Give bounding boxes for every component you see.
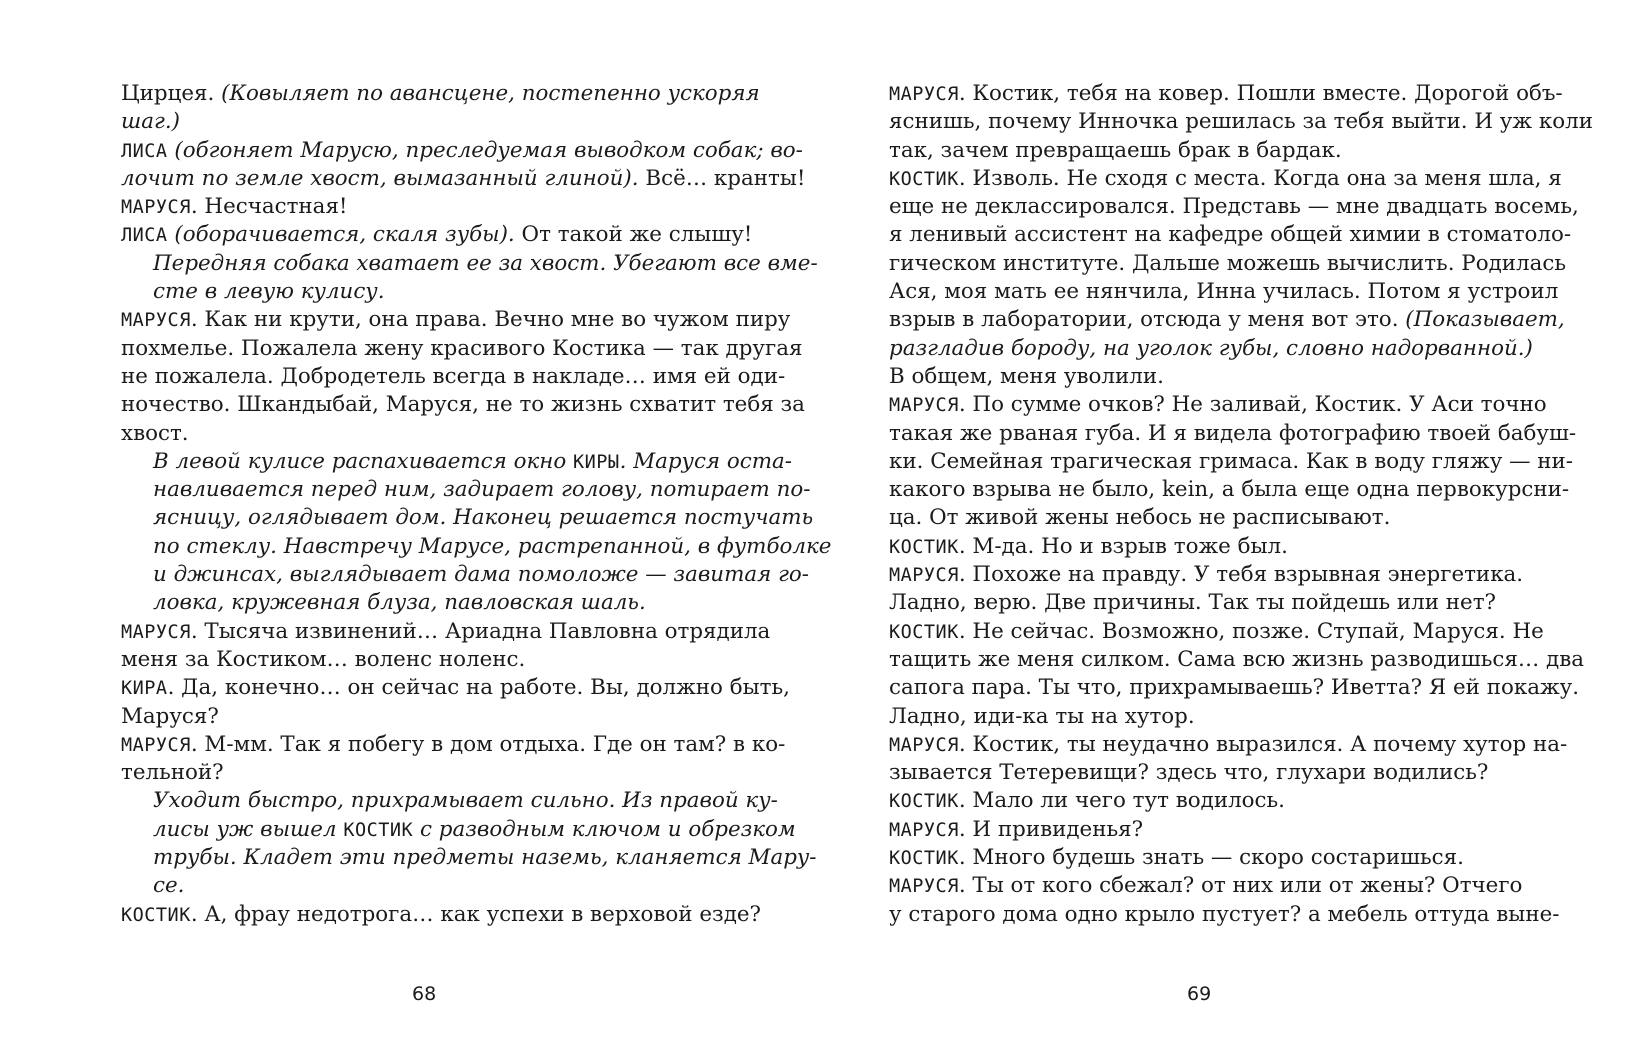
dialogue-text: . Много будешь знать — скоро состаришься. [958,845,1464,871]
speaker-name: МАРУСЯ [121,734,191,756]
text-line [121,901,761,929]
speaker-name: КОСТИК [889,791,959,813]
stage-direction: (обгоняет Марусю, преследуемая выводком собак; во- [167,137,803,163]
dialogue-text: В общем, меня уволили. [889,363,1164,389]
text-line [889,703,1519,731]
dialogue-text: Маруся? [121,703,219,729]
dialogue-text: взрыв в лаборатории, отсюда у меня вот это. [889,307,1406,333]
dialogue-text: . Ты от кого сбежал? от них или от жены? Отчего [958,873,1523,899]
text-line [889,80,1563,108]
stage-direction: разгладив бороду, на уголок губы, словно надорванной.) [889,335,1533,361]
text-line [889,278,1559,306]
text-line [121,759,751,787]
stage-direction: . Маруся оста- [619,448,793,474]
speaker-name: ЛИСА [121,225,168,247]
left-page-text [121,80,832,929]
text-line [121,193,751,221]
speaker-name: МАРУСЯ [889,84,959,105]
text-line [889,787,1519,815]
text-line [121,787,778,815]
dialogue-text: так, зачем превращаешь брак в бардак. [889,137,1342,163]
text-line [889,674,1580,702]
speaker-name: КОСТИК [889,536,959,558]
stage-direction: сте в левую кулису. [153,279,385,305]
text-line [889,391,1547,419]
dialogue-text: . Не сейчас. Возможно, позже. Ступай, Маруся. Не [958,618,1544,644]
text-line [121,589,751,617]
text-line [889,872,1523,900]
stage-direction: лочит по земле хвост, вымазанный глиной). [121,165,639,191]
text-line [889,504,1519,532]
stage-direction: шаг.) [121,109,180,135]
text-line [889,165,1562,193]
text-line [889,759,1519,787]
text-line [889,901,1560,929]
text-line [121,703,751,731]
text-line [121,504,814,532]
text-line [121,391,805,419]
dialogue-text: какого взрыва не было, kein, а была еще одна первокурсни- [889,477,1570,503]
right-page-text [889,80,1593,929]
dialogue-text: ца. От живой жены небось не расписывают. [889,505,1391,531]
text-line [889,589,1519,617]
stage-direction: се. [153,873,185,899]
dialogue-text: Всё… кранты! [638,165,806,191]
speaker-name: МАРУСЯ [889,734,959,756]
stage-direction: по стеклу. Навстречу Марусе, растрепанной, в футболке [153,533,832,559]
text-line [121,646,751,674]
text-line [889,193,1579,221]
dialogue-text: . Тысяча извинений… Ариадна Павловна отрядила [190,618,771,644]
text-line [121,872,751,900]
dialogue-text: . Костик, ты неудачно выразился. А почему хутор на- [958,731,1568,757]
stage-direction: с разводным ключом и обрезком [413,816,796,842]
text-line [121,306,791,334]
dialogue-text: зывается Тетеревищи? здесь что, глухари водились? [889,760,1489,786]
speaker-name: КОСТИК [889,621,959,643]
speaker-name: КОСТИК [889,168,959,190]
dialogue-text: гическом институте. Дальше можешь вычислить. Родилась [889,250,1566,276]
dialogue-text: Ася, моя мать ее нянчила, Инна училась. Потом я устроил [889,279,1559,305]
text-line [889,420,1577,448]
speaker-name: МАРУСЯ [889,395,959,417]
speaker-name: КИРЫ [573,451,620,473]
dialogue-text: Цирцея. [121,81,222,106]
text-line [121,335,803,363]
stage-direction: В левой кулисе распахивается окно [153,448,574,474]
stage-direction: ловка, кружевная блуза, павловская шаль. [153,590,646,616]
text-line [889,221,1572,249]
text-line [121,165,806,193]
left-page-number: 68 [412,983,437,1005]
stage-direction: Передняя собака хватает ее за хвост. Убегают все вме- [153,250,818,276]
dialogue-text: у старого дома одно крыло пустует? а мебель оттуда выне- [889,901,1560,927]
text-line [889,731,1568,759]
text-line [889,335,1533,363]
text-line [121,674,790,702]
stage-direction: и джинсах, выглядывает дама помоложе — завитая го- [153,562,809,588]
text-line [889,137,1519,165]
text-line [121,533,832,561]
speaker-name: МАРУСЯ [121,197,191,219]
text-line [889,306,1565,334]
stage-direction: навливается перед ним, задирает голову, потирает по- [153,477,811,503]
speaker-name: МАРУСЯ [121,621,191,643]
speaker-name: КОСТИК [121,904,191,926]
text-line [889,250,1566,278]
dialogue-text: От такой же слышу! [514,222,753,248]
dialogue-text: Ладно, иди-ка ты на хутор. [889,703,1195,729]
dialogue-text: сапога пара. Ты что, прихрамываешь? Иветта? Я ей покажу. [889,675,1580,701]
text-line [121,561,809,589]
speaker-name: КОСТИК [889,848,959,870]
stage-direction: Уходит быстро, прихрамывает сильно. Из правой ку- [153,788,778,814]
dialogue-text: ночество. Шкандыбай, Маруся, не то жизнь схватит тебя за [121,392,805,418]
dialogue-text: . Как ни крути, она права. Вечно мне во чужом пиру [190,307,791,333]
dialogue-text: . И привиденья? [958,816,1144,842]
dialogue-text: хвост. [121,420,189,446]
speaker-name: КОСТИК [343,819,414,841]
text-line [121,420,751,448]
stage-direction: (Показывает, [1405,307,1565,333]
dialogue-text: похмелье. Пожалела жену красивого Костика — так другая [121,335,803,361]
text-line [121,448,793,476]
dialogue-text: . М-мм. Так я побегу в дом отдыха. Где он там? в ко- [190,731,786,757]
stage-direction: (Ковыляет по авансцене, постепенно ускоряя [221,81,760,106]
speaker-name: КИРА [121,678,168,700]
text-line [889,646,1584,674]
dialogue-text: тащить же меня силком. Сама всю жизнь разводишься… два [889,646,1584,672]
stage-direction: (оборачивается, скаля зубы). [167,222,515,248]
dialogue-text: . Мало ли чего тут водилось. [958,788,1285,814]
text-line [121,816,796,844]
text-line [889,363,1519,391]
dialogue-text: . Похоже на правду. У тебя взрывная энергетика. [958,562,1524,588]
dialogue-text: . Костик, тебя на ковер. Пошли вместе. Дорогой объ- [958,81,1563,106]
text-line [121,137,803,165]
dialogue-text: не пожалела. Добродетель всегда в накладе… имя ей оди- [121,363,786,389]
text-line [889,844,1519,872]
speaker-name: МАРУСЯ [121,310,191,332]
stage-direction: трубы. Кладет эти предметы наземь, кланяется Мару- [153,845,817,871]
stage-direction: лисы уж вышел [153,816,344,842]
dialogue-text: . Изволь. Не сходя с места. Когда она за меня шла, я [958,165,1562,191]
dialogue-text: . А, фрау недотрога… как успехи в верховой езде? [190,901,761,927]
speaker-name: МАРУСЯ [889,876,959,898]
dialogue-text: я ленивый ассистент на кафедре общей химии в стоматоло- [889,222,1572,248]
text-line [889,476,1570,504]
text-line [121,363,786,391]
text-line [121,250,818,278]
dialogue-text: яснишь, почему Инночка решилась за тебя выйти. И уж коли [889,109,1593,135]
right-page-number: 69 [1187,983,1212,1005]
dialogue-text: тельной? [121,760,224,786]
text-line [121,618,771,646]
dialogue-text: ки. Семейная трагическая гримаса. Как в воду гляжу — ни- [889,448,1574,474]
text-line [889,561,1524,589]
text-line [889,108,1593,136]
text-line [121,731,786,759]
dialogue-text: . Да, конечно… он сейчас на работе. Вы, должно быть, [167,675,790,701]
text-line [121,80,760,108]
speaker-name: МАРУСЯ [889,565,959,587]
dialogue-text: такая же рваная губа. И я видела фотографию твоей бабуш- [889,420,1577,446]
text-line [889,816,1519,844]
speaker-name: МАРУСЯ [889,819,959,841]
dialogue-text: меня за Костиком… воленс ноленс. [121,646,526,672]
stage-direction: ясницу, оглядывает дом. Наконец решается постучать [153,505,814,531]
dialogue-text: . М-да. Но и взрыв тоже был. [958,533,1288,559]
text-line [889,448,1574,476]
text-line [121,844,817,872]
dialogue-text: еще не деклассировался. Представь — мне двадцать восемь, [889,194,1579,220]
dialogue-text: . По сумме очков? Не заливай, Костик. У Аси точно [958,392,1547,418]
dialogue-text: . Несчастная! [190,194,348,220]
text-line [121,221,751,249]
text-line [889,618,1544,646]
text-line [889,533,1519,561]
text-line [121,278,751,306]
text-line [121,476,811,504]
text-line [121,108,751,136]
speaker-name: ЛИСА [121,140,168,162]
dialogue-text: Ладно, верю. Две причины. Так ты пойдешь или нет? [889,590,1497,616]
